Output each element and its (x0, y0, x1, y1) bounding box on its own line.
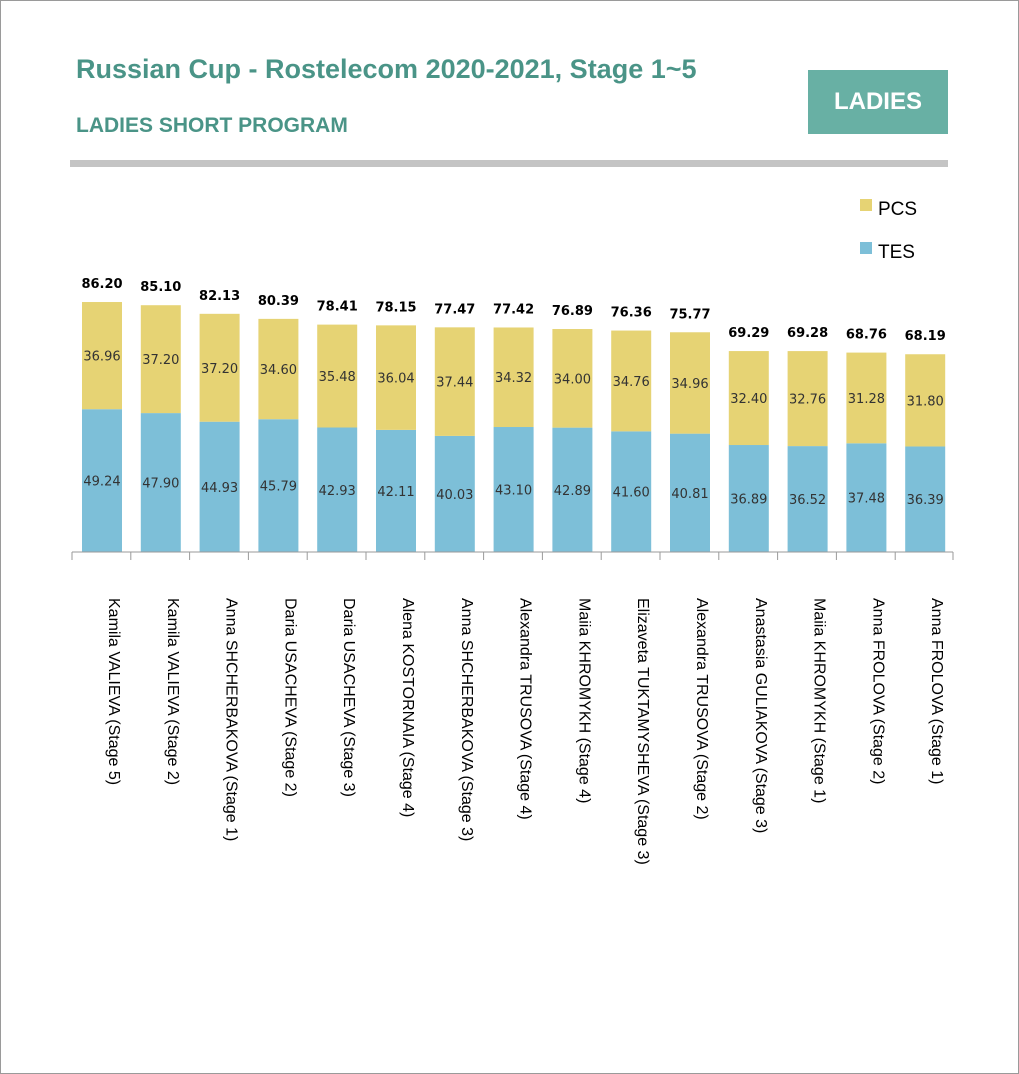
tes-data-label: 45.79 (259, 479, 298, 495)
pcs-data-label: 36.96 (83, 349, 121, 365)
pcs-data-label: 32.40 (730, 392, 768, 408)
tes-data-label: 42.11 (377, 484, 415, 500)
pcs-data-label: 32.76 (788, 392, 827, 408)
total-label: 78.41 (316, 299, 358, 315)
x-tick-label: Elizaveta TUKTAMYSHEVA (Stage 3) (634, 598, 652, 865)
x-tick-label: Anastasia GULIAKOVA (Stage 3) (751, 598, 769, 834)
pcs-data-label: 36.04 (377, 371, 415, 387)
x-tick-label: Maiia KHROMYKH (Stage 4) (575, 598, 593, 804)
tes-data-label: 36.89 (730, 492, 768, 508)
tes-data-label: 49.24 (83, 474, 121, 490)
chart-subtitle: LADIES SHORT PROGRAM (76, 114, 348, 137)
bar-series (81, 277, 945, 552)
tes-data-label: 47.90 (142, 476, 180, 492)
legend-swatch-tes (860, 242, 872, 254)
total-label: 82.13 (199, 288, 241, 304)
total-label: 86.20 (81, 277, 123, 293)
tes-data-label: 40.81 (671, 486, 709, 502)
pcs-data-label: 34.76 (612, 374, 650, 390)
legend-label-tes: TES (878, 242, 915, 263)
pcs-data-label: 31.80 (906, 394, 944, 410)
pcs-data-label: 37.20 (200, 361, 239, 377)
total-label: 80.39 (257, 293, 299, 309)
x-tick-label: Daria USACHEVA (Stage 3) (340, 598, 358, 797)
tes-data-label: 42.89 (553, 483, 592, 499)
pcs-data-label: 37.20 (142, 353, 180, 369)
tes-data-label: 36.39 (906, 493, 944, 509)
pcs-data-label: 34.60 (259, 363, 298, 379)
x-tick-label: Kamila VALIEVA (Stage 2) (163, 598, 181, 786)
tes-data-label: 40.03 (436, 487, 474, 503)
total-label: 76.89 (551, 304, 593, 320)
x-axis-tick-labels (105, 598, 945, 865)
x-tick-label: Anna FROLOVA (Stage 2) (869, 598, 887, 785)
tes-data-label: 37.48 (847, 491, 886, 507)
tes-data-label: 36.52 (788, 493, 827, 509)
total-label: 77.47 (434, 302, 476, 318)
total-label: 68.76 (845, 327, 887, 343)
x-tick-label: Anna SHCHERBAKOVA (Stage 1) (222, 598, 240, 842)
pcs-data-label: 34.96 (671, 376, 709, 392)
pcs-data-label: 31.28 (847, 391, 886, 407)
total-label: 85.10 (140, 280, 182, 296)
pcs-data-label: 34.32 (494, 371, 533, 387)
x-tick-label: Alexandra TRUSOVA (Stage 4) (516, 598, 534, 820)
tes-data-label: 41.60 (612, 485, 650, 501)
legend-swatch-pcs (860, 199, 872, 211)
legend-label-pcs: PCS (878, 199, 918, 220)
total-label: 75.77 (669, 307, 711, 323)
tes-data-label: 43.10 (494, 483, 533, 499)
pcs-data-label: 35.48 (318, 370, 356, 386)
total-label: 68.19 (904, 329, 946, 345)
x-tick-label: Alena KOSTORNAIA (Stage 4) (399, 598, 416, 818)
tes-data-label: 42.93 (318, 483, 356, 499)
x-tick-label: Kamila VALIEVA (Stage 5) (105, 598, 122, 786)
chart-title: Russian Cup - Rostelecom 2020-2021, Stage 1~5 (76, 54, 697, 84)
total-label: 77.42 (493, 302, 535, 318)
x-tick-label: Daria USACHEVA (Stage 2) (281, 598, 299, 797)
total-label: 76.36 (610, 305, 652, 321)
chart-legend (860, 199, 917, 263)
x-tick-label: Alexandra TRUSOVA (Stage 2) (693, 598, 710, 820)
total-label: 69.29 (728, 326, 770, 342)
x-tick-label: Anna SHCHERBAKOVA (Stage 3) (457, 598, 475, 842)
x-tick-label: Anna FROLOVA (Stage 1) (928, 598, 946, 785)
category-badge: LADIES (808, 70, 948, 134)
x-tick-label: Maiia KHROMYKH (Stage 1) (810, 598, 828, 804)
pcs-data-label: 34.00 (553, 372, 592, 388)
pcs-data-label: 37.44 (436, 375, 474, 391)
x-axis (72, 552, 953, 560)
total-label: 78.15 (375, 300, 417, 316)
total-label: 69.28 (787, 326, 829, 342)
tes-data-label: 44.93 (200, 480, 239, 496)
